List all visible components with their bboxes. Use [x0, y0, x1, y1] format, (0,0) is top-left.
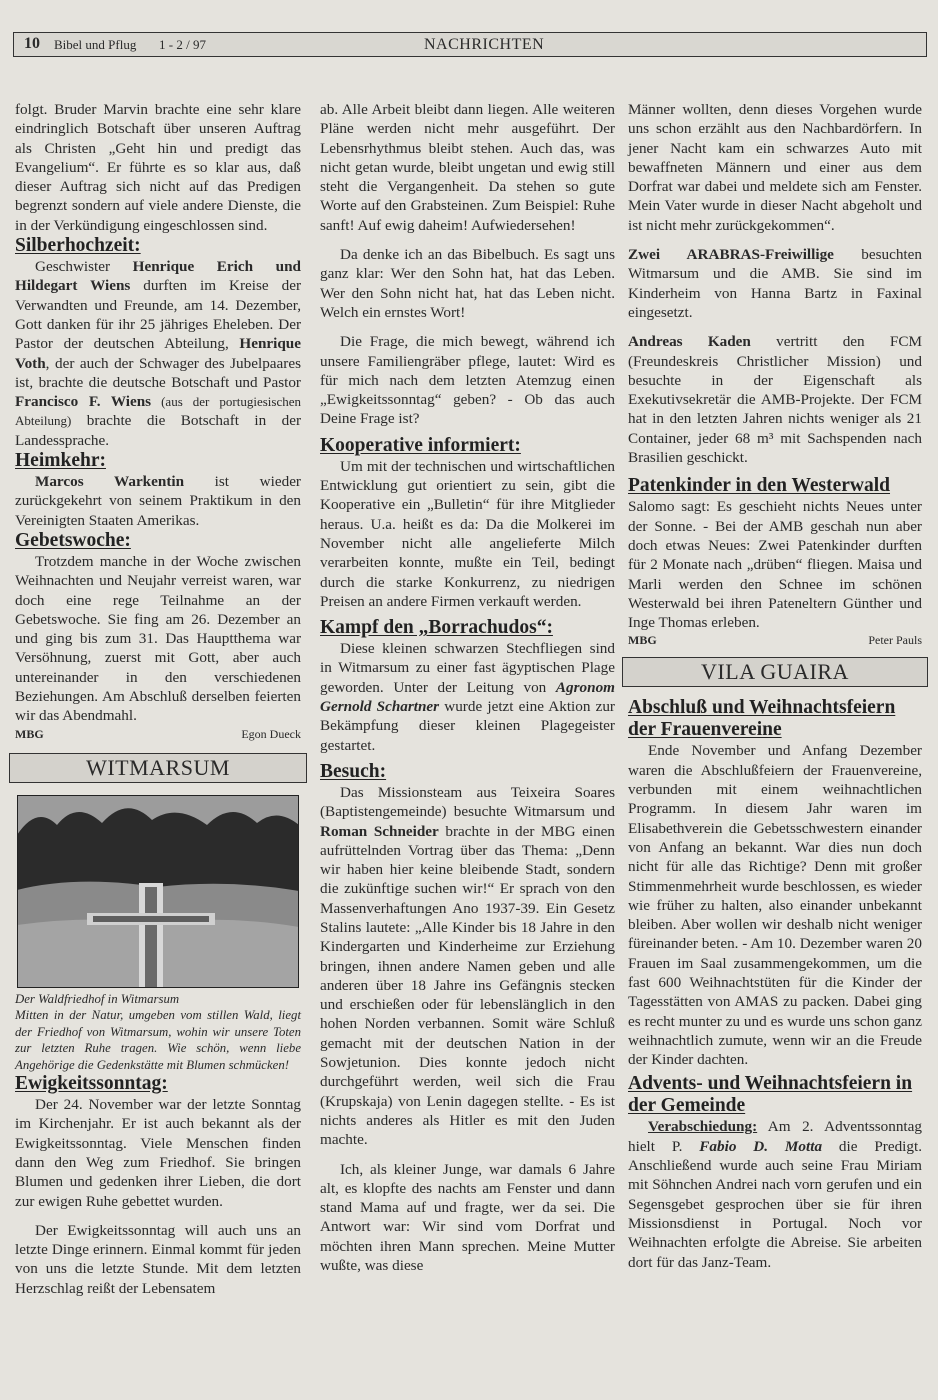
photo-caption	[15, 991, 301, 1074]
text: wurde jetzt eine Aktion zur Bekämpfung dieser kleinen Plagegeister gestartet.	[320, 698, 615, 754]
publication-name: Bibel und Pflug	[54, 37, 137, 52]
text: die Predigt. Anschließend wurde auch seine Frau Miriam mit Söhnchen Andrei nach vorn gerufen und ein Segensgebet gesprochen über sie für ihren Missionsdienst in Portugal. Noch vor Weihnachten erfolgte die Abreise. Sie arbeiten dort für das Janz-Team.	[628, 1137, 922, 1271]
paragraph: folgt. Bruder Marvin brachte eine sehr klare eindringlich Botschaft über unseren Auftrag als Christen „Geht hin und predigt das Evangelium“. Er führte es so klar aus, daß dieser Auftrag sich nicht auf das Predigen begrenzt sondern auf viele andere Dienste, die in der Verkündigung eingeschlossen sind.	[15, 101, 301, 234]
column-2	[320, 100, 615, 1275]
text: brachte die Botschaft in der Landessprache.	[15, 412, 301, 449]
paragraph-advent	[628, 1117, 922, 1271]
section-box-witmarsum: WITMARSUM	[9, 753, 307, 783]
text: Geschwister	[35, 258, 133, 276]
cemetery-photo	[17, 795, 299, 988]
name-bold: Henrique Voth	[15, 335, 301, 372]
byline-author: Peter Pauls	[868, 633, 922, 648]
byline	[15, 727, 301, 741]
text: brachte in der MBG einen aufrüttelnden Vortrag über das Thema: „Denn wir haben hier keine bleibende Stadt, sondern die zukünftige suchen wir!“ Er sprach von den Massenverhaftungen Ano 1937-39. Ein Gesetz Stalins lautete: „Alle Kinder bis 18 Jahre in den Kindergarten und Kinderheime zur Erziehung bringen, ihnen andere Namen geben und alle anderen über 18 Jahre ins Gefängnis stecken und erschießen oder für lebenslänglich in den hohen Norden verbannen. Somit wäre Schluß gemacht mit der deutschen Nation in der Sowjetunion. Dies konnte jedoch nicht durchgeführt werden, weil sich die Frau (Krupskaja) von Lenin dagegen stellte. - Es ist nichts anderes als Hitler es mit den Juden machte.	[320, 822, 615, 1149]
paragraph-heimkehr	[15, 472, 301, 530]
column-3	[628, 100, 922, 1272]
paragraph-kooperative: Um mit der technischen und wirtschaftlichen Entwicklung gut orientiert zu sein, gibt die Kooperative ein „Bulletin“ für ihre Mitglieder heraus. U.a. heißt es da: Da die Molkerei im November nicht alle angelieferte Milch verarbeiten konnte, mußte ein Teil, bedingt durch die starke Konkurrenz, zu niedrigen Preisen an andere Firmen verkauft werden.	[320, 457, 615, 610]
name-bold: Francisco F. Wiens	[15, 393, 152, 411]
paragraph-abschluss: Ende November und Anfang Dezember waren die Abschlußfeiern der Frauenvereine, verbunden mit einem weihnachtlichen Programm. In diesem Jahr waren im Elisabethverein die Gebetsschwestern einander von Anfang an bekannt. War dies nun doch nicht für alle das Richtige? Denn mit großer Stimmenmehrheit wurde beschlossen, es wieder wie früher zu halten, also einander unbekannt bleiben. Aber wollen wir deshalb nicht weniger füreinander beten. - Am 10. Dezember waren 20 Frauen im Saal zusammengekommen, um die fast 600 Weihnachtstüten für die Kinder der Tagesstätten von AMAS zu packen. Dabei ging es recht munter zu und es wurde uns schon ganz weihnachtlich zumute, wenn wir an die Freude der Kinder dachten.	[628, 742, 922, 1069]
section-title: NACHRICHTEN	[424, 36, 545, 53]
name-bold: Andreas Kaden	[628, 333, 751, 351]
heading-ewigkeitssonntag: Ewigkeitssonntag:	[15, 1073, 168, 1095]
name-bold: Henrique Erich und Hildegart Wiens	[15, 258, 301, 295]
text: mit Sachspenden nach Brasilien geschickt.	[628, 429, 922, 467]
text: besuchten Witmarsum und die AMB. Sie sind im Kinderheim von Hanna Bartz in Faxinal eingesetzt.	[628, 246, 922, 321]
name-italic: Fabio D. Motta	[699, 1137, 823, 1155]
section-box-vila-guaira: VILA GUAIRA	[622, 657, 928, 687]
name-bold: Roman Schneider	[320, 822, 439, 840]
column-1	[15, 100, 301, 1298]
text: ist wieder zurückgekehrt von seinem Praktikum in den Vereinigten Staaten Amerikas.	[15, 473, 301, 529]
page-header	[13, 32, 927, 57]
name-italic: Agronom Gernold Schartner	[320, 678, 615, 716]
text: Das Missionsteam aus Teixeira Soares (Baptistengemeinde) besuchte Witmarsum und	[320, 783, 615, 821]
paragraph-patenkinder: Salomo sagt: Es geschieht nichts Neues unter der Sonne. - Bei der AMB geschah nun aber doch etwas Neues: Zwei Patenkinder durften für 2 Monate nach „drüben“ fliegen. Maisa und Marli werden den Schnee im schönen Westerwald bei ihren Pateneltern Günther und Inge Thomas erleben.	[628, 498, 922, 632]
heading-silberhochzeit: Silberhochzeit:	[15, 235, 141, 257]
caption-text: Mitten in der Natur, umgeben vom stillen Wald, liegt der Friedhof von Witmarsum, wohin wir unsere Toten zur letzten Ruhe tragen. Wie schön, wenn liebe Angehörige die Gedenkstätte mit Blumen schmücken!	[15, 1008, 301, 1072]
text: , der auch der Schwager des Jubelpaares ist, brachte die deutsche Botschaft und Pastor	[15, 354, 301, 391]
text: vertritt den FCM (Freundeskreis Christlicher Mission) und besuchte in der Eigenschaft als Exekutivsekretär die AMB-Projekte. Der FCM hat in den letzten Jahren nichts weniger als 21 Container, jeder 68	[628, 333, 922, 447]
note: (aus der portugiesischen Abteilung)	[15, 394, 301, 429]
paragraph-besuch	[320, 783, 615, 1150]
paragraph: Männer wollten, denn dieses Vorgehen wurde uns schon erzählt aus den Nachbardörfern. In jener Nacht kam ein schwarzes Auto mit bewaffneten Männern und einer aus dem Dorfrat war dabei und meldete sich am Fenster. Mein Vater wurde in dieser Nacht abgeholt und ist nicht mehr zurückgekommen“.	[628, 101, 922, 234]
paragraph-gebetswoche: Trotzdem manche in der Woche zwischen Weihnachten und Neujahr verreist waren, war doch eine rege Teilnahme an der Gebetswoche. Sie fing am 26. Dezember an und ging bis zum 31. Das Hauptthema war Versöhnung, zuerst mit Gott, aber auch untereinander in den verschiedenen Beziehungen. Am Abschluß derselben feierten wir das Abendmahl.	[15, 552, 301, 725]
name-bold: Marcos Warkentin	[35, 473, 185, 491]
paragraph: Der Ewigkeitssonntag will auch uns an letzte Dinge erinnern. Einmal kommt für jeden von uns die letzte Stunde. Mit dem letzten Herzschlag reißt der Lebensatem	[15, 1221, 301, 1297]
heading-kampf: Kampf den „Borrachudos“:	[320, 617, 553, 639]
text: Am 2. Adventssonntag hielt P.	[628, 1118, 922, 1155]
paragraph-kampf	[320, 639, 615, 755]
byline-author: Egon Dueck	[241, 726, 301, 741]
heading-besuch: Besuch:	[320, 760, 387, 782]
paragraph-kaden	[628, 332, 922, 467]
caption-title: Der Waldfriedhof in Witmarsum	[15, 991, 180, 1006]
heading-heimkehr: Heimkehr:	[15, 450, 106, 472]
byline-org: MBG	[15, 726, 44, 741]
text: durften im Kreise der Verwandten und Freunde, am 14. Dezember, Gott danken für ihr 25 jähriges Eheleben. Der Pastor der deutschen Abteilung,	[15, 277, 301, 353]
issue-number: 1 - 2 / 97	[159, 37, 206, 52]
paragraph-silberhochzeit	[15, 257, 301, 450]
paragraph: Die Frage, die mich bewegt, während ich unsere Familiengräber pflege, lautet: Wird es für mich nach dem letzten Atemzug einen „Ewigkeitssonntag“ geben? - Ob das auch Deine Frage ist?	[320, 333, 615, 428]
unit: m³	[757, 429, 774, 447]
byline-org: MBG	[628, 633, 657, 648]
label-underlined: Verabschiedung:	[648, 1118, 758, 1136]
paragraph: Ich, als kleiner Junge, war damals 6 Jahre alt, es klopfte des nachts am Fenster und dann stand Mama auf und fragte, wer da sei. Die Antwort war: Wir sind vom Dorfrat und möchten ihren Mann sprechen. Meine Mutter wußte, was diese	[320, 1160, 615, 1275]
page-number: 10	[24, 35, 40, 52]
paragraph: Der 24. November war der letzte Sonntag im Kirchenjahr. Er ist auch bekannt als der Ewigkeitssonntag. Viele Menschen finden dann den Weg zum Friedhof. Sie bringen Blumen und gedenken ihrer Lieben, die dort zur ewigen Ruhe gebettet wurden.	[15, 1096, 301, 1210]
heading-advent: Advents- und Weihnachtsfeiern in der Gemeinde	[628, 1073, 913, 1117]
heading-patenkinder: Patenkinder in den Westerwald	[628, 475, 891, 497]
name-bold: Zwei ARABRAS-Freiwillige	[628, 246, 834, 264]
byline	[628, 633, 922, 647]
heading-kooperative: Kooperative informiert:	[320, 434, 521, 456]
heading-abschluss: Abschluß und Weihnachtsfeiern der Frauenvereine	[628, 697, 896, 741]
text: Diese kleinen schwarzen Stechfliegen sind in Witmarsum zu einer fast ägyptischen Plage geworden. Unter der Leitung von	[320, 640, 615, 696]
paragraph-arabras	[628, 245, 922, 322]
paragraph: Da denke ich an das Bibelbuch. Es sagt uns ganz klar: Wer den Sohn hat, hat das Leben. Wer den Sohn nicht hat, hat das Leben nicht. Welch ein ernstes Wort!	[320, 246, 615, 321]
paragraph: ab. Alle Arbeit bleibt dann liegen. Alle weiteren Pläne werden nicht mehr ausgeführt. Der Lebensrhythmus bleibt stehen. Auch das, was nicht getan wurde, bleibt ungetan und ewig still steht die Vergangenheit. Da stehen so gute Worte auf den Grabsteinen. Zum Beispiel: Ruhe sanft! Auf ewig daheim! Aufwiedersehen!	[320, 101, 615, 234]
heading-gebetswoche: Gebetswoche:	[15, 529, 131, 551]
